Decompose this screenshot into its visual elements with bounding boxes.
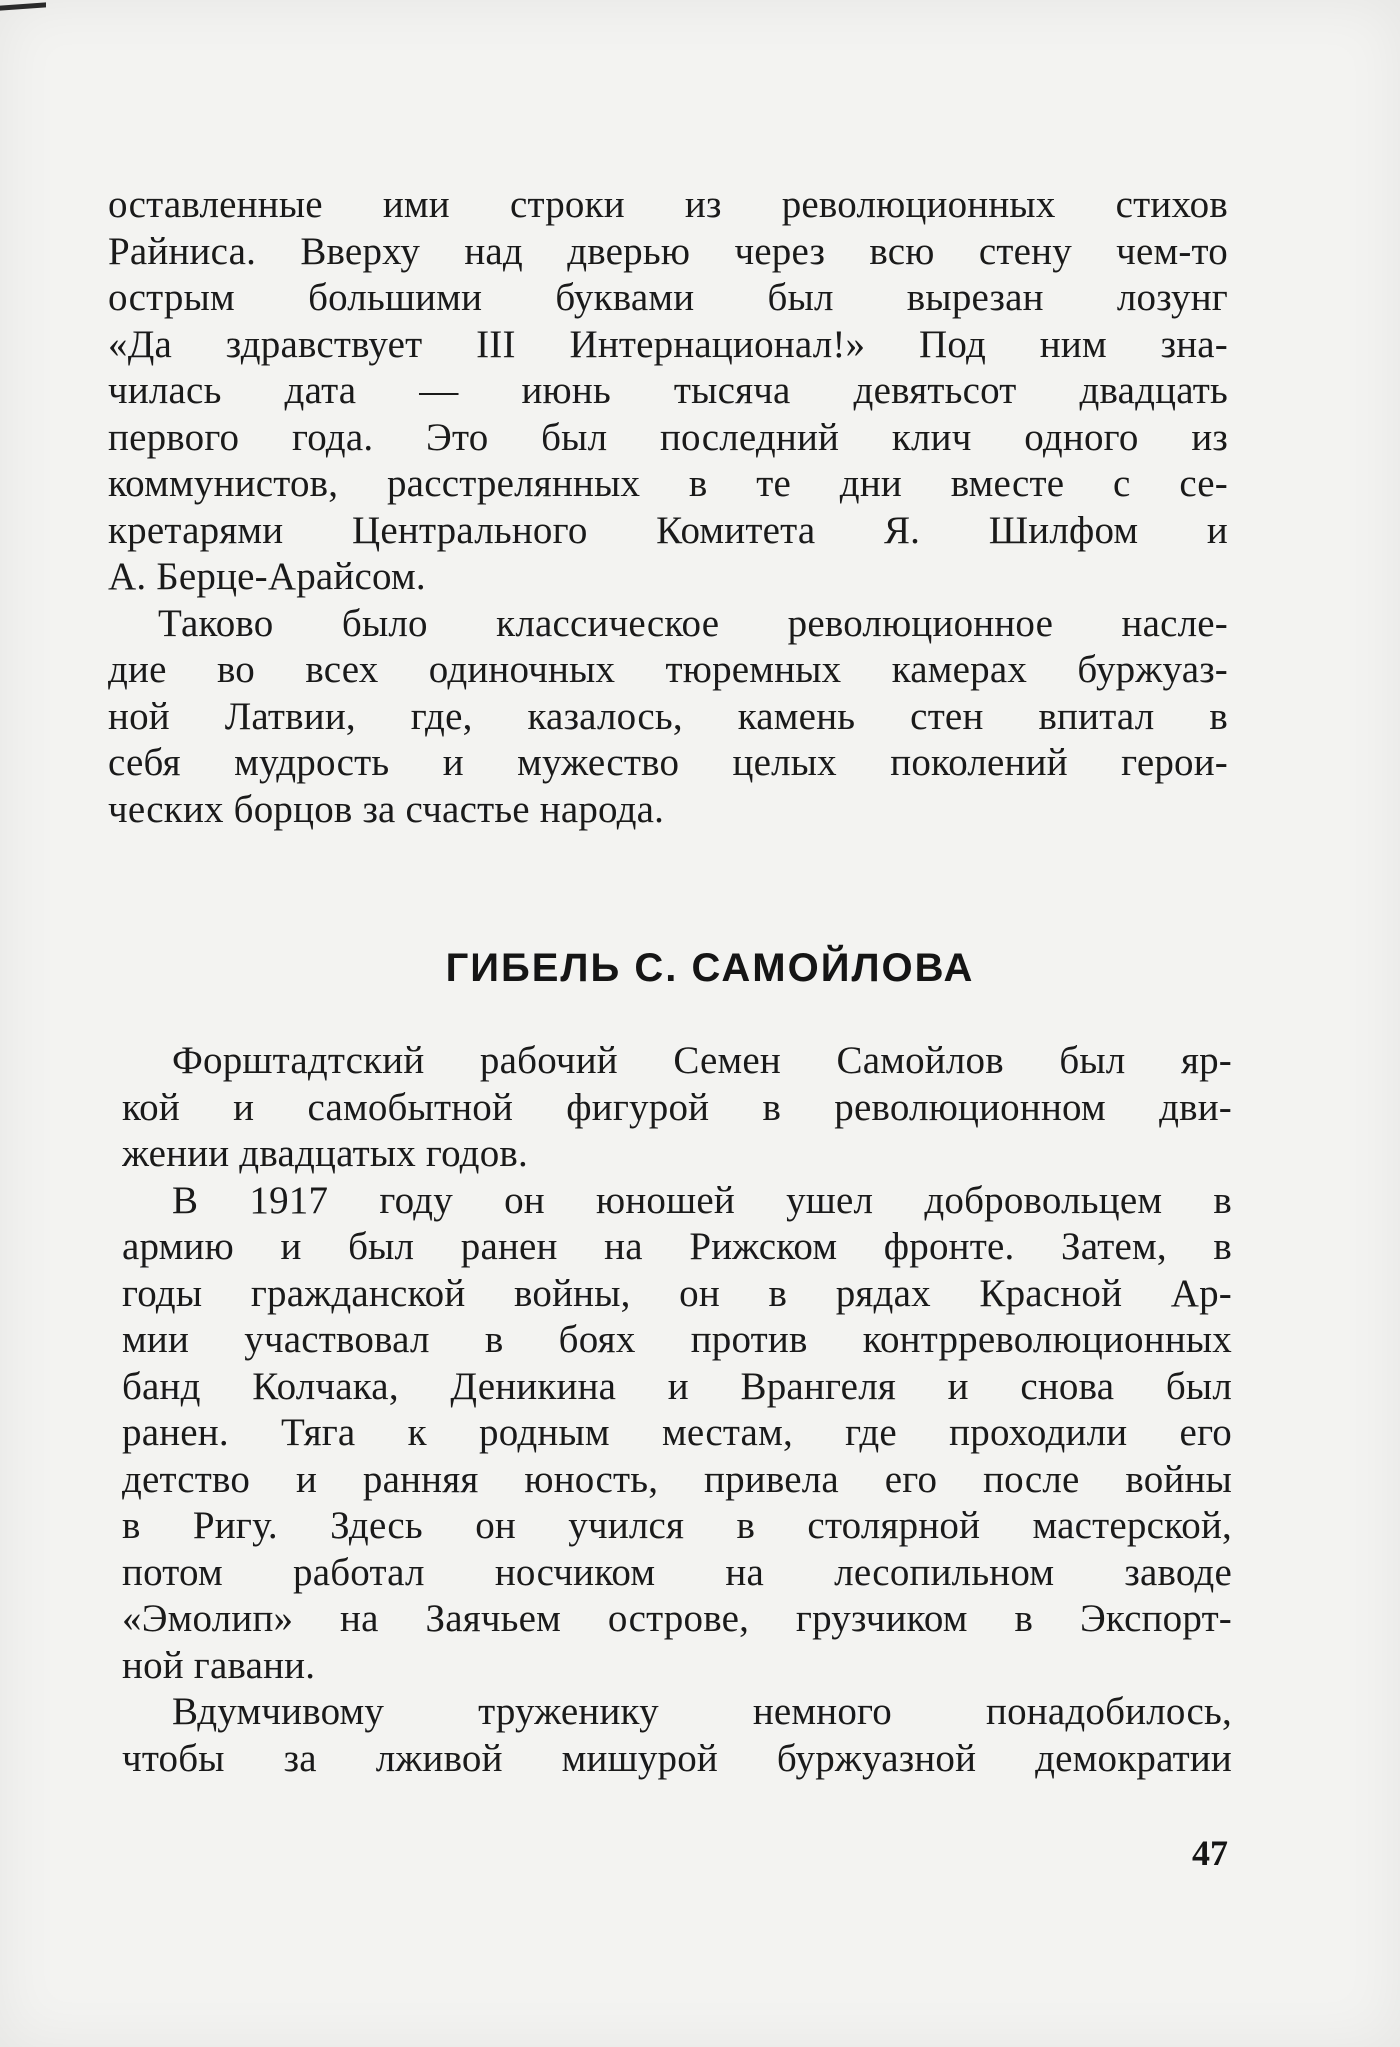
text-line: дие во всех одиночных тюремных камерах буржуаз- [108,648,1228,691]
text-line: «Да здравствует III Интернационал!» Под ним зна- [108,322,1228,366]
text-line: ранен. Тяга к родным местам, где проходили его [122,1411,1232,1454]
text-line: потом работал носчиком на лесопильном заводе [122,1550,1232,1594]
scan-edge-mark [0,2,46,10]
text-line: Таково было классическое революционное насле- [158,601,1228,645]
section-heading: ГИБЕЛЬ С. САМОЙЛОВА [445,946,975,990]
text-line: себя мудрость и мужество целых поколений герои- [108,741,1228,784]
text-line: годы гражданской войны, он в рядах Красной Ар- [122,1271,1232,1315]
text-line: чилась дата — июнь тысяча девятьсот двадцать [108,369,1228,412]
text-line: чтобы за лживой мишурой буржуазной демократии [122,1736,1232,1780]
text-line: кой и самобытной фигурой в революционном дви- [122,1085,1232,1129]
text-line: Райниса. Вверху над дверью через всю стену чем-то [108,229,1228,273]
text-line: Форштадтский рабочий Семен Самойлов был яр- [172,1039,1232,1082]
text-line: жении двадцатых годов. [122,1132,528,1175]
text-line: банд Колчака, Деникина и Врангеля и снова был [122,1364,1232,1408]
text-line: В 1917 году он юношей ушел добровольцем в [172,1178,1232,1222]
text-line: детство и ранняя юность, привела его после войны [122,1457,1232,1501]
text-line: коммунистов, расстрелянных в те дни вместе с се- [108,462,1228,505]
text-line: кретарями Центрального Комитета Я. Шилфом и [108,508,1228,552]
page-number: 47 [1192,1833,1228,1873]
text-line: Вдумчивому труженику немного понадобилось, [172,1690,1232,1733]
text-block-continuation [108,182,1228,833]
text-line: армию и был ранен на Рижском фронте. Затем, в [122,1225,1232,1268]
text-line: «Эмолип» на Заячьем острове, грузчиком в Экспорт- [122,1597,1232,1640]
text-line: острым большими буквами был вырезан лозунг [108,276,1228,319]
text-line: ной гавани. [122,1643,316,1687]
text-line: А. Берце-Арайсом. [108,555,426,598]
text-line: ной Латвии, где, казалось, камень стен впитал в [108,694,1228,738]
text-line: первого года. Это был последний клич одного из [108,415,1228,459]
text-line: в Ригу. Здесь он учился в столярной мастерской, [122,1504,1232,1547]
text-line: мии участвовал в боях против контрреволюционных [122,1318,1232,1361]
text-line: ческих борцов за счастье народа. [108,787,665,831]
text-line: оставленные ими строки из революционных стихов [108,183,1228,226]
text-block-samoilov [122,1038,1232,1782]
